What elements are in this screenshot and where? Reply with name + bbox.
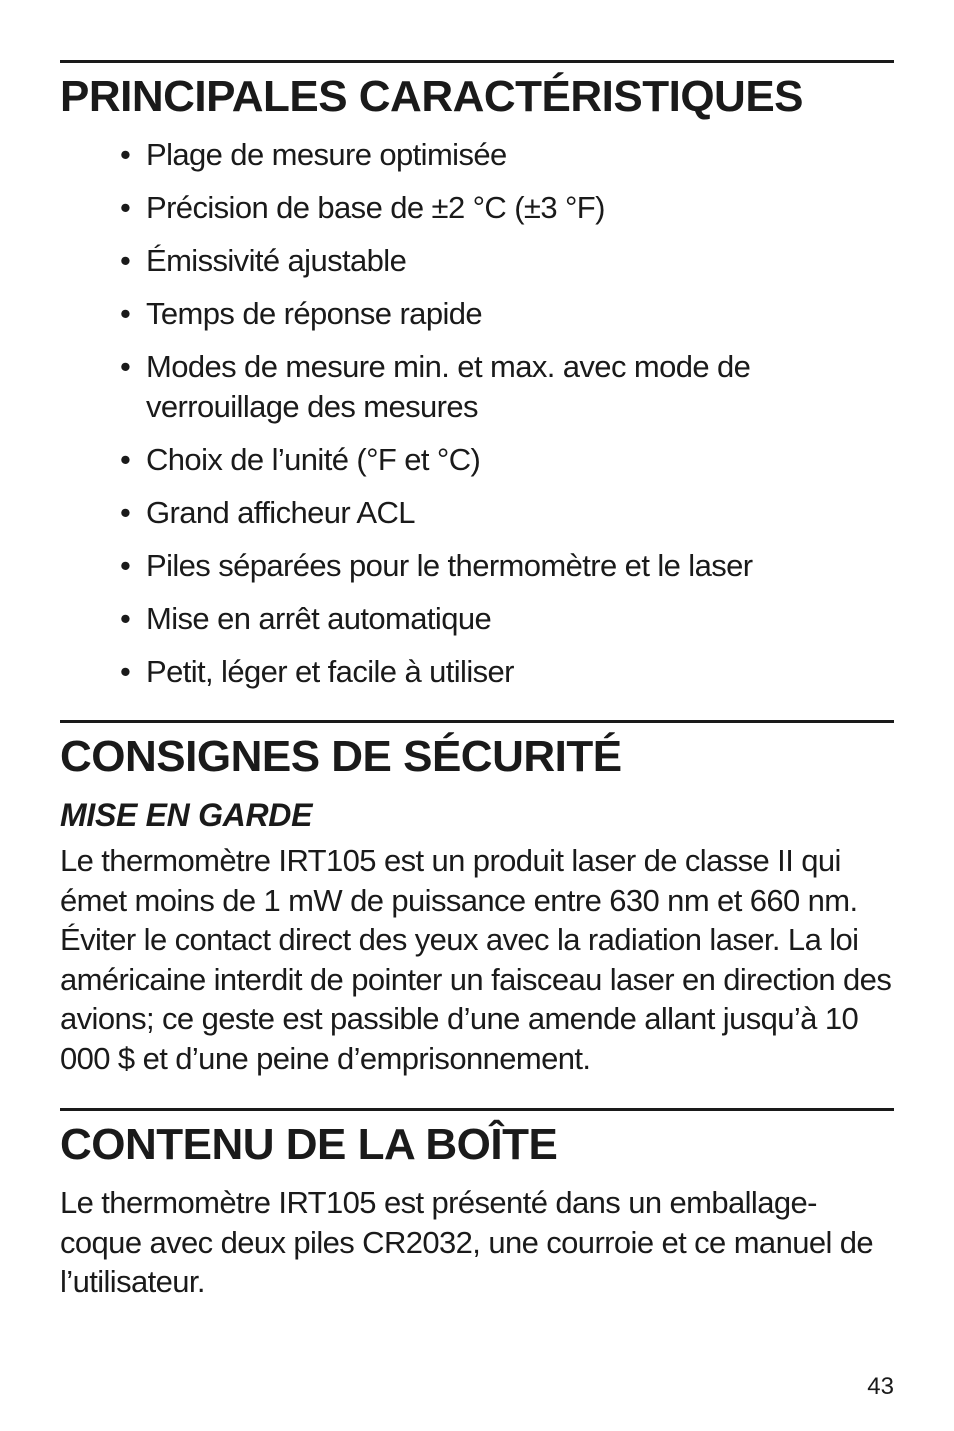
list-item-text: Temps de réponse rapide — [146, 296, 483, 331]
list-item — [120, 546, 894, 586]
bullet-glyph: • — [120, 296, 131, 331]
bullet-glyph: • — [120, 243, 131, 278]
list-item-text: Précision de base de ±2 °C (±3 °F) — [146, 190, 605, 225]
features-section — [60, 60, 894, 692]
warning-subheading: MISE EN GARDE — [60, 797, 313, 833]
bullet-glyph: • — [120, 349, 131, 384]
bullet-glyph: • — [120, 548, 131, 583]
bullet-glyph: • — [120, 442, 131, 477]
bullet-glyph: • — [120, 601, 131, 636]
list-item-text: Modes de mesure min. et max. avec mode de verrouillage des mesures — [146, 349, 751, 424]
safety-paragraph: Le thermomètre IRT105 est un produit laser de classe II qui émet moins de 1 mW de puissance entre 630 nm et 660 nm. Éviter le contact direct des yeux avec la radiation laser. La loi américaine interdit de pointer un faisceau laser en direction des avions; ce geste est passible d’une amende allant jusqu’à 10 000 $ et d’une peine d’emprisonnement. — [60, 843, 892, 1076]
list-item-text: Mise en arrêt automatique — [146, 601, 492, 636]
list-item-text: Émissivité ajustable — [146, 243, 407, 278]
manual-page — [60, 0, 894, 1431]
list-item — [120, 294, 894, 334]
safety-section — [60, 720, 894, 1078]
list-item-text: Petit, léger et facile à utiliser — [146, 654, 514, 689]
page-number: 43 — [867, 1373, 894, 1400]
features-heading: PRINCIPALES CARACTÉRISTIQUES — [60, 72, 804, 121]
list-item — [120, 135, 894, 175]
bullet-glyph: • — [120, 137, 131, 172]
list-item — [120, 188, 894, 228]
bullet-glyph: • — [120, 654, 131, 689]
bullet-glyph: • — [120, 495, 131, 530]
list-item — [120, 599, 894, 639]
list-item — [120, 652, 894, 692]
list-item — [120, 241, 894, 281]
list-item — [120, 493, 894, 533]
list-item-text: Plage de mesure optimisée — [146, 137, 507, 172]
list-item — [120, 347, 894, 427]
box-contents-heading: CONTENU DE LA BOÎTE — [60, 1120, 558, 1169]
list-item-text: Choix de l’unité (°F et °C) — [146, 442, 481, 477]
list-item-text: Piles séparées pour le thermomètre et le laser — [146, 548, 753, 583]
features-list — [60, 125, 894, 692]
safety-heading: CONSIGNES DE SÉCURITÉ — [60, 732, 622, 781]
bullet-glyph: • — [120, 190, 131, 225]
box-contents-section — [60, 1108, 894, 1302]
box-contents-paragraph: Le thermomètre IRT105 est présenté dans un emballage-coque avec deux piles CR2032, une courroie et ce manuel de l’utilisateur. — [60, 1185, 874, 1299]
list-item — [120, 440, 894, 480]
list-item-text: Grand afficheur ACL — [146, 495, 415, 530]
